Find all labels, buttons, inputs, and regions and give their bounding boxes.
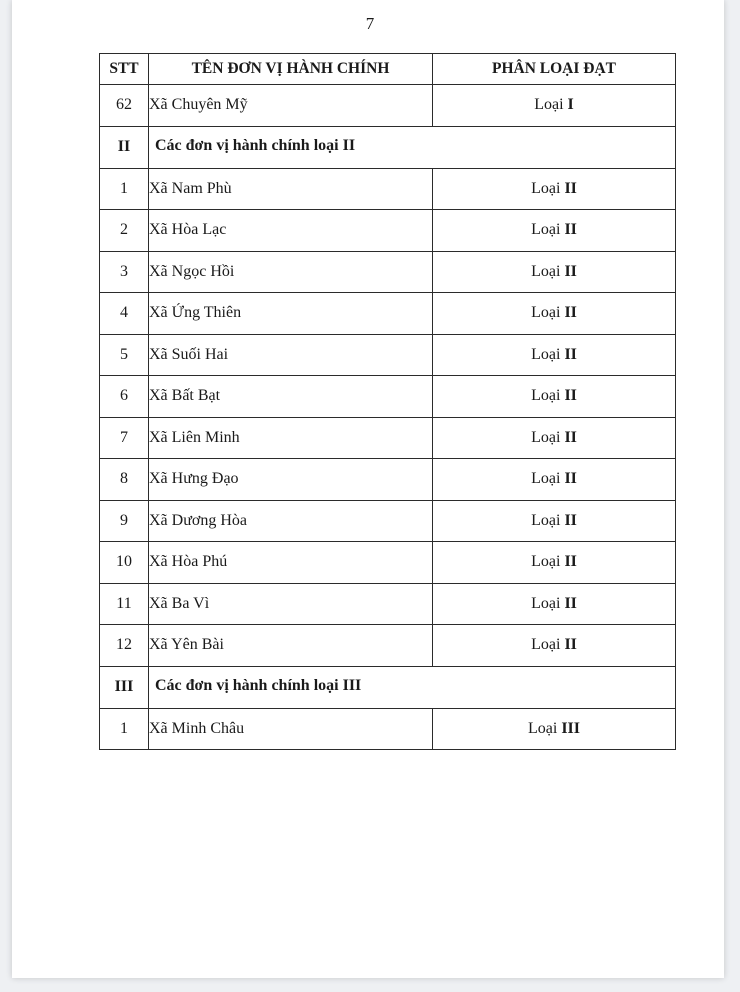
group-title: Các đơn vị hành chính loại III xyxy=(149,666,676,708)
unit-name: Xã Hòa Lạc xyxy=(149,210,433,252)
table-row xyxy=(100,583,676,625)
group-title: Các đơn vị hành chính loại II xyxy=(149,126,676,168)
header-classification: PHÂN LOẠI ĐẠT xyxy=(433,54,676,85)
classification-grade: II xyxy=(564,387,577,405)
table-row xyxy=(100,459,676,501)
row-number: 1 xyxy=(100,708,149,750)
classification-cell xyxy=(433,376,676,418)
classification-grade: III xyxy=(561,719,580,737)
classification-cell xyxy=(433,542,676,584)
classification-cell xyxy=(433,334,676,376)
header-unit-name: TÊN ĐƠN VỊ HÀNH CHÍNH xyxy=(149,54,433,85)
classification-prefix: Loại xyxy=(531,594,561,612)
classification-cell xyxy=(433,583,676,625)
table-row xyxy=(100,85,676,127)
unit-name: Xã Dương Hòa xyxy=(149,500,433,542)
unit-name: Xã Bất Bạt xyxy=(149,376,433,418)
classification-cell xyxy=(433,85,676,127)
unit-name: Xã Hòa Phú xyxy=(149,542,433,584)
unit-name: Xã Chuyên Mỹ xyxy=(149,85,433,127)
row-number: 2 xyxy=(100,210,149,252)
classification-cell xyxy=(433,459,676,501)
row-number: 8 xyxy=(100,459,149,501)
table-row xyxy=(100,376,676,418)
unit-name: Xã Ngọc Hồi xyxy=(149,251,433,293)
group-header-row xyxy=(100,126,676,168)
unit-name: Xã Liên Minh xyxy=(149,417,433,459)
table-row xyxy=(100,334,676,376)
classification-prefix: Loại xyxy=(531,304,561,322)
group-number: II xyxy=(100,126,149,168)
classification-prefix: Loại xyxy=(531,262,561,280)
unit-name: Xã Ba Vì xyxy=(149,583,433,625)
classification-prefix: Loại xyxy=(531,428,561,446)
classification-cell xyxy=(433,251,676,293)
table-body xyxy=(100,85,676,750)
table-row xyxy=(100,708,676,750)
table-header xyxy=(100,54,676,85)
row-number: 6 xyxy=(100,376,149,418)
unit-name: Xã Nam Phù xyxy=(149,168,433,210)
classification-prefix: Loại xyxy=(527,719,558,737)
unit-name: Xã Ứng Thiên xyxy=(149,293,433,335)
unit-name: Xã Yên Bài xyxy=(149,625,433,667)
classification-prefix: Loại xyxy=(531,179,561,197)
classification-grade: II xyxy=(564,428,577,446)
header-stt: STT xyxy=(100,54,149,85)
row-number: 1 xyxy=(100,168,149,210)
row-number: 9 xyxy=(100,500,149,542)
table-row xyxy=(100,417,676,459)
classification-cell xyxy=(433,500,676,542)
classification-cell xyxy=(433,625,676,667)
page-number: 7 xyxy=(365,14,375,33)
row-number: 3 xyxy=(100,251,149,293)
classification-grade: II xyxy=(564,511,577,529)
classification-grade: II xyxy=(564,304,577,322)
row-number: 7 xyxy=(100,417,149,459)
table-row xyxy=(100,168,676,210)
row-number: 4 xyxy=(100,293,149,335)
classification-cell xyxy=(433,417,676,459)
row-number: 11 xyxy=(100,583,149,625)
classification-grade: II xyxy=(564,636,577,654)
classification-cell xyxy=(433,293,676,335)
classification-prefix: Loại xyxy=(531,387,561,405)
classification-cell xyxy=(433,708,676,750)
classification-grade: II xyxy=(564,470,577,488)
row-number: 10 xyxy=(100,542,149,584)
table-row xyxy=(100,542,676,584)
classification-grade: II xyxy=(564,594,577,612)
classification-prefix: Loại xyxy=(531,345,561,363)
classification-prefix: Loại xyxy=(531,470,561,488)
classification-grade: II xyxy=(564,179,577,197)
row-number: 62 xyxy=(100,85,149,127)
table-row xyxy=(100,293,676,335)
classification-grade: I xyxy=(567,96,574,114)
group-number: III xyxy=(100,666,149,708)
classification-cell xyxy=(433,168,676,210)
row-number: 5 xyxy=(100,334,149,376)
classification-prefix: Loại xyxy=(531,553,561,571)
table-row xyxy=(100,625,676,667)
unit-name: Xã Hưng Đạo xyxy=(149,459,433,501)
classification-prefix: Loại xyxy=(531,511,561,529)
table-row xyxy=(100,500,676,542)
classification-grade: II xyxy=(564,553,577,571)
classification-prefix: Loại xyxy=(531,221,561,239)
classification-prefix: Loại xyxy=(534,96,564,114)
classification-cell xyxy=(433,210,676,252)
administrative-units-table xyxy=(99,53,676,750)
classification-grade: II xyxy=(564,345,577,363)
table-row xyxy=(100,210,676,252)
unit-name: Xã Minh Châu xyxy=(149,708,433,750)
row-number: 12 xyxy=(100,625,149,667)
header-row xyxy=(100,54,676,85)
classification-grade: II xyxy=(564,221,577,239)
unit-name: Xã Suối Hai xyxy=(149,334,433,376)
table-row xyxy=(100,251,676,293)
group-header-row xyxy=(100,666,676,708)
classification-grade: II xyxy=(564,262,577,280)
classification-prefix: Loại xyxy=(531,636,561,654)
